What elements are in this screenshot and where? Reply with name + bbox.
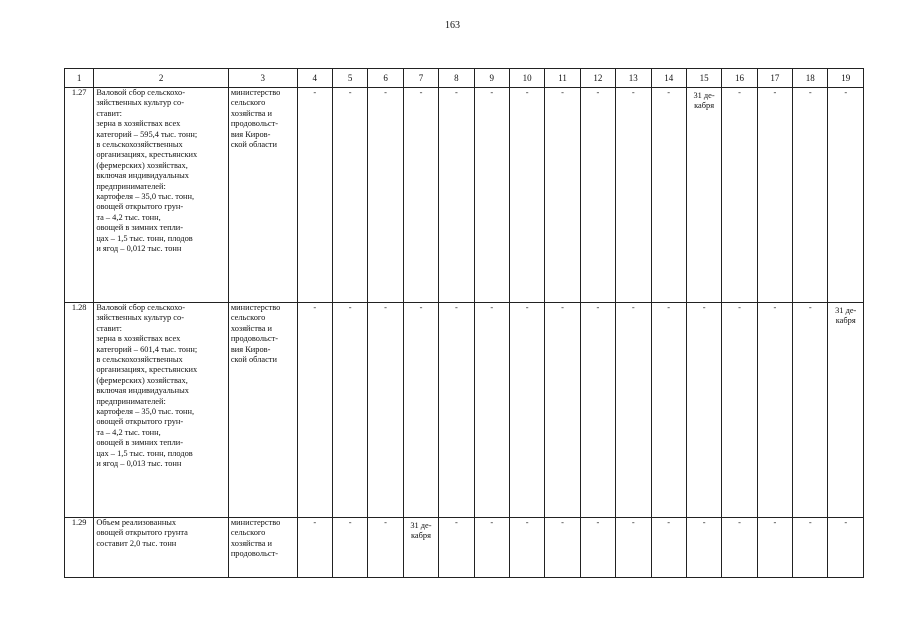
period-cell-18: -: [793, 303, 828, 518]
period-cell-18: -: [793, 518, 828, 578]
period-cell-7: -: [403, 88, 438, 303]
period-cell-13: -: [616, 88, 651, 303]
period-cell-14: -: [651, 518, 686, 578]
period-cell-15: -: [686, 303, 721, 518]
row-number: 1.29: [65, 518, 94, 578]
period-cell-12: -: [580, 303, 615, 518]
executor-line: сельского: [230, 313, 266, 323]
header-row: [65, 69, 864, 88]
description-line: и ягод – 0,013 тыс. тонн: [96, 459, 182, 469]
period-cell-6: -: [368, 303, 403, 518]
period-cell-16: -: [722, 88, 757, 303]
period-cell-19: -: [828, 88, 864, 303]
column-header-2: 2: [94, 69, 229, 88]
description-line: та – 4,2 тыс. тонн,: [96, 427, 161, 437]
period-cell-16: -: [722, 518, 757, 578]
executor-line: ской области: [230, 140, 277, 150]
executor-line: министерство: [230, 88, 281, 97]
period-cell-8: -: [439, 88, 474, 303]
description-line: та – 4,2 тыс. тонн,: [96, 212, 161, 222]
description-line: овощей в зимних тепли-: [96, 438, 184, 448]
period-cell-10: -: [509, 88, 544, 303]
description-line: и ягод – 0,012 тыс. тонн: [96, 244, 182, 254]
description-line: цах – 1,5 тыс. тонн, плодов: [96, 233, 193, 243]
description-line: овощей открытого грун-: [96, 417, 184, 427]
period-cell-10: -: [509, 303, 544, 518]
description-line: картофеля – 35,0 тыс. тонн,: [96, 192, 195, 202]
period-cell-11: -: [545, 88, 580, 303]
period-cell-18: -: [793, 88, 828, 303]
description-line: организациях, крестьянских: [96, 365, 198, 375]
column-header-6: 6: [368, 69, 403, 88]
executor-line: министерство: [230, 518, 281, 527]
row-number: 1.28: [65, 303, 94, 518]
executor-line: хозяйства и: [230, 323, 273, 333]
description-line: (фермерских) хозяйствах,: [96, 375, 188, 385]
column-header-14: 14: [651, 69, 686, 88]
executor-line: продовольст-: [230, 334, 279, 344]
period-cell-19: 31 де- кабря: [828, 303, 864, 518]
period-cell-13: -: [616, 303, 651, 518]
period-cell-12: -: [580, 518, 615, 578]
executor-line: хозяйства и: [230, 108, 273, 118]
description-line: (фермерских) хозяйствах,: [96, 160, 188, 170]
column-header-15: 15: [686, 69, 721, 88]
description-line: зяйственных культур со-: [96, 313, 185, 323]
plan-table: [64, 68, 864, 578]
period-cell-4: -: [297, 518, 332, 578]
column-header-4: 4: [297, 69, 332, 88]
period-cell-17: -: [757, 518, 792, 578]
description-line: в сельскохозяйственных: [96, 355, 183, 365]
period-cell-6: -: [368, 518, 403, 578]
period-cell-17: -: [757, 303, 792, 518]
period-cell-15: 31 де- кабря: [686, 88, 721, 303]
row-executor: [228, 88, 297, 303]
column-header-7: 7: [403, 69, 438, 88]
description-line: ставит:: [96, 323, 122, 333]
executor-line: продовольст-: [230, 549, 279, 559]
period-cell-14: -: [651, 303, 686, 518]
row-description: [94, 303, 229, 518]
column-header-18: 18: [793, 69, 828, 88]
period-cell-11: -: [545, 518, 580, 578]
description-line: зерна в хозяйствах всех: [96, 119, 181, 129]
period-cell-12: -: [580, 88, 615, 303]
column-header-12: 12: [580, 69, 615, 88]
period-cell-4: -: [297, 88, 332, 303]
description-line: предпринимателей:: [96, 181, 166, 191]
description-line: Объем реализованных: [96, 518, 177, 527]
description-line: цах – 1,5 тыс. тонн, плодов: [96, 448, 193, 458]
column-header-19: 19: [828, 69, 864, 88]
table-row: [65, 518, 864, 578]
table-body: [65, 69, 864, 578]
column-header-16: 16: [722, 69, 757, 88]
period-cell-9: -: [474, 518, 509, 578]
period-cell-14: -: [651, 88, 686, 303]
column-header-10: 10: [509, 69, 544, 88]
description-line: категорий – 595,4 тыс. тонн;: [96, 129, 198, 139]
period-cell-5: -: [332, 518, 367, 578]
column-header-13: 13: [616, 69, 651, 88]
column-header-8: 8: [439, 69, 474, 88]
period-cell-17: -: [757, 88, 792, 303]
period-cell-9: -: [474, 88, 509, 303]
period-cell-8: -: [439, 518, 474, 578]
table-row: [65, 303, 864, 518]
executor-line: вия Киров-: [230, 129, 271, 139]
period-cell-16: -: [722, 303, 757, 518]
row-executor: [228, 303, 297, 518]
period-cell-4: -: [297, 303, 332, 518]
row-executor: [228, 518, 297, 578]
executor-line: сельского: [230, 528, 266, 538]
description-line: зяйственных культур со-: [96, 98, 185, 108]
description-line: включая индивидуальных: [96, 386, 189, 396]
period-cell-8: -: [439, 303, 474, 518]
period-cell-11: -: [545, 303, 580, 518]
description-line: составит 2,0 тыс. тонн: [96, 538, 177, 548]
description-line: включая индивидуальных: [96, 171, 189, 181]
executor-line: ской области: [230, 355, 277, 365]
executor-line: министерство: [230, 303, 281, 312]
row-description: [94, 88, 229, 303]
description-line: овощей открытого грунта: [96, 528, 188, 538]
column-header-17: 17: [757, 69, 792, 88]
description-line: Валовой сбор сельскохо-: [96, 303, 186, 312]
period-cell-5: -: [332, 303, 367, 518]
executor-line: сельского: [230, 98, 266, 108]
table-row: [65, 88, 864, 303]
executor-line: хозяйства и: [230, 538, 273, 548]
period-cell-19: -: [828, 518, 864, 578]
description-line: организациях, крестьянских: [96, 150, 198, 160]
description-line: в сельскохозяйственных: [96, 140, 183, 150]
description-line: предпринимателей:: [96, 396, 166, 406]
column-header-9: 9: [474, 69, 509, 88]
row-number: 1.27: [65, 88, 94, 303]
column-header-1: 1: [65, 69, 94, 88]
description-line: картофеля – 35,0 тыс. тонн,: [96, 407, 195, 417]
row-description: [94, 518, 229, 578]
column-header-5: 5: [332, 69, 367, 88]
description-line: овощей открытого грун-: [96, 202, 184, 212]
executor-line: продовольст-: [230, 119, 279, 129]
period-cell-6: -: [368, 88, 403, 303]
description-line: овощей в зимних тепли-: [96, 223, 184, 233]
period-cell-13: -: [616, 518, 651, 578]
executor-line: вия Киров-: [230, 344, 271, 354]
description-line: категорий – 601,4 тыс. тонн;: [96, 344, 198, 354]
column-header-3: 3: [228, 69, 297, 88]
period-cell-15: -: [686, 518, 721, 578]
description-line: Валовой сбор сельскохо-: [96, 88, 186, 97]
description-line: ставит:: [96, 108, 122, 118]
period-cell-5: -: [332, 88, 367, 303]
period-cell-10: -: [509, 518, 544, 578]
period-cell-7: -: [403, 303, 438, 518]
page-number: 163: [445, 20, 460, 31]
period-cell-9: -: [474, 303, 509, 518]
period-cell-7: 31 де- кабря: [403, 518, 438, 578]
description-line: зерна в хозяйствах всех: [96, 334, 181, 344]
column-header-11: 11: [545, 69, 580, 88]
